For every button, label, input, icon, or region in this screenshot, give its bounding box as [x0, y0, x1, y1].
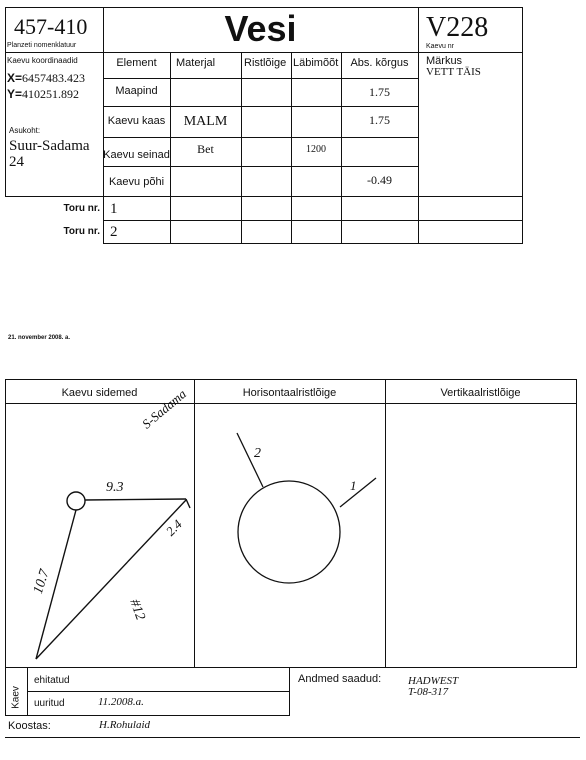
page-title: Vesi [224, 8, 297, 49]
sketch-col-horizontal: Horisontaalristlõige [242, 387, 337, 399]
well-id: V228 [426, 12, 489, 43]
col-header-height: Abs. kõrgus [350, 57, 409, 69]
updated-label: uuritud [34, 698, 65, 709]
location-line2: 24 [9, 154, 24, 170]
remarks-value: VETT TÄIS [426, 66, 481, 78]
author-label: Koostas: [8, 720, 51, 732]
well-side-label: Kaev [10, 686, 22, 709]
document-date: 21. november 2008. a. [8, 335, 71, 341]
updated-value: 11.2008.a. [98, 696, 144, 708]
row-element: Kaevu põhi [108, 176, 165, 188]
row-material: Bet [197, 142, 214, 156]
plan-number-label: Planzeti nomenklatuur [7, 42, 77, 49]
distance-label: 2.4 [162, 516, 185, 539]
col-header-section: Ristlõige [244, 57, 287, 69]
remarks-label: Märkus [426, 55, 463, 67]
pipe-label-2: 2 [254, 446, 261, 461]
distance-label: 9.3 [106, 480, 124, 495]
well-id-label: Kaevu nr [426, 43, 455, 50]
location-line1: Suur-Sadama [9, 138, 90, 154]
coord-y-value: 410251.892 [22, 87, 80, 101]
row-height: 1.75 [369, 113, 390, 127]
coords-label: Kaevu koordinaadid [7, 56, 78, 65]
row-height: 1.75 [369, 85, 390, 99]
distance-label: #12 [126, 597, 148, 623]
pipe-label-1: 1 [350, 478, 357, 493]
distance-label: 10.7 [30, 567, 53, 596]
row-height: -0.49 [367, 173, 392, 187]
pipe-number: 2 [110, 224, 118, 240]
sketch-col-connections: Kaevu sidemed [61, 387, 138, 399]
row-diameter: 1200 [306, 144, 326, 155]
row-element: Kaevu kaas [107, 115, 166, 127]
coord-x-value: 6457483.423 [22, 71, 86, 85]
sketch-col-vertical: Vertikaalristlõige [440, 387, 521, 399]
col-header-diameter: Läbimõõt [293, 57, 339, 69]
row-element: Maapind [115, 85, 158, 97]
source-ref: T-08-317 [408, 686, 449, 698]
row-material: MALM [183, 114, 228, 129]
built-label: ehitatud [34, 675, 70, 686]
well-marker [67, 492, 85, 510]
pipe-cross-section [238, 481, 340, 583]
plan-number: 457-410 [14, 14, 88, 39]
source-label: Andmed saadud: [298, 673, 382, 685]
coord-x-label: X= [7, 71, 23, 85]
location-label: Asukoht: [9, 126, 41, 135]
source-value: HADWEST [408, 675, 459, 687]
pipe-label: Toru nr. [63, 226, 100, 237]
pipe-number: 1 [110, 201, 118, 217]
coord-y-label: Y= [7, 87, 23, 101]
col-header-element: Element [116, 57, 157, 69]
row-element: Kaevu seinad [103, 149, 170, 161]
author-value: H.Rohulaid [99, 719, 151, 731]
street-label: S-Sadama [139, 386, 190, 432]
col-header-material: Materjal [176, 57, 216, 69]
pipe-label: Toru nr. [63, 203, 100, 214]
